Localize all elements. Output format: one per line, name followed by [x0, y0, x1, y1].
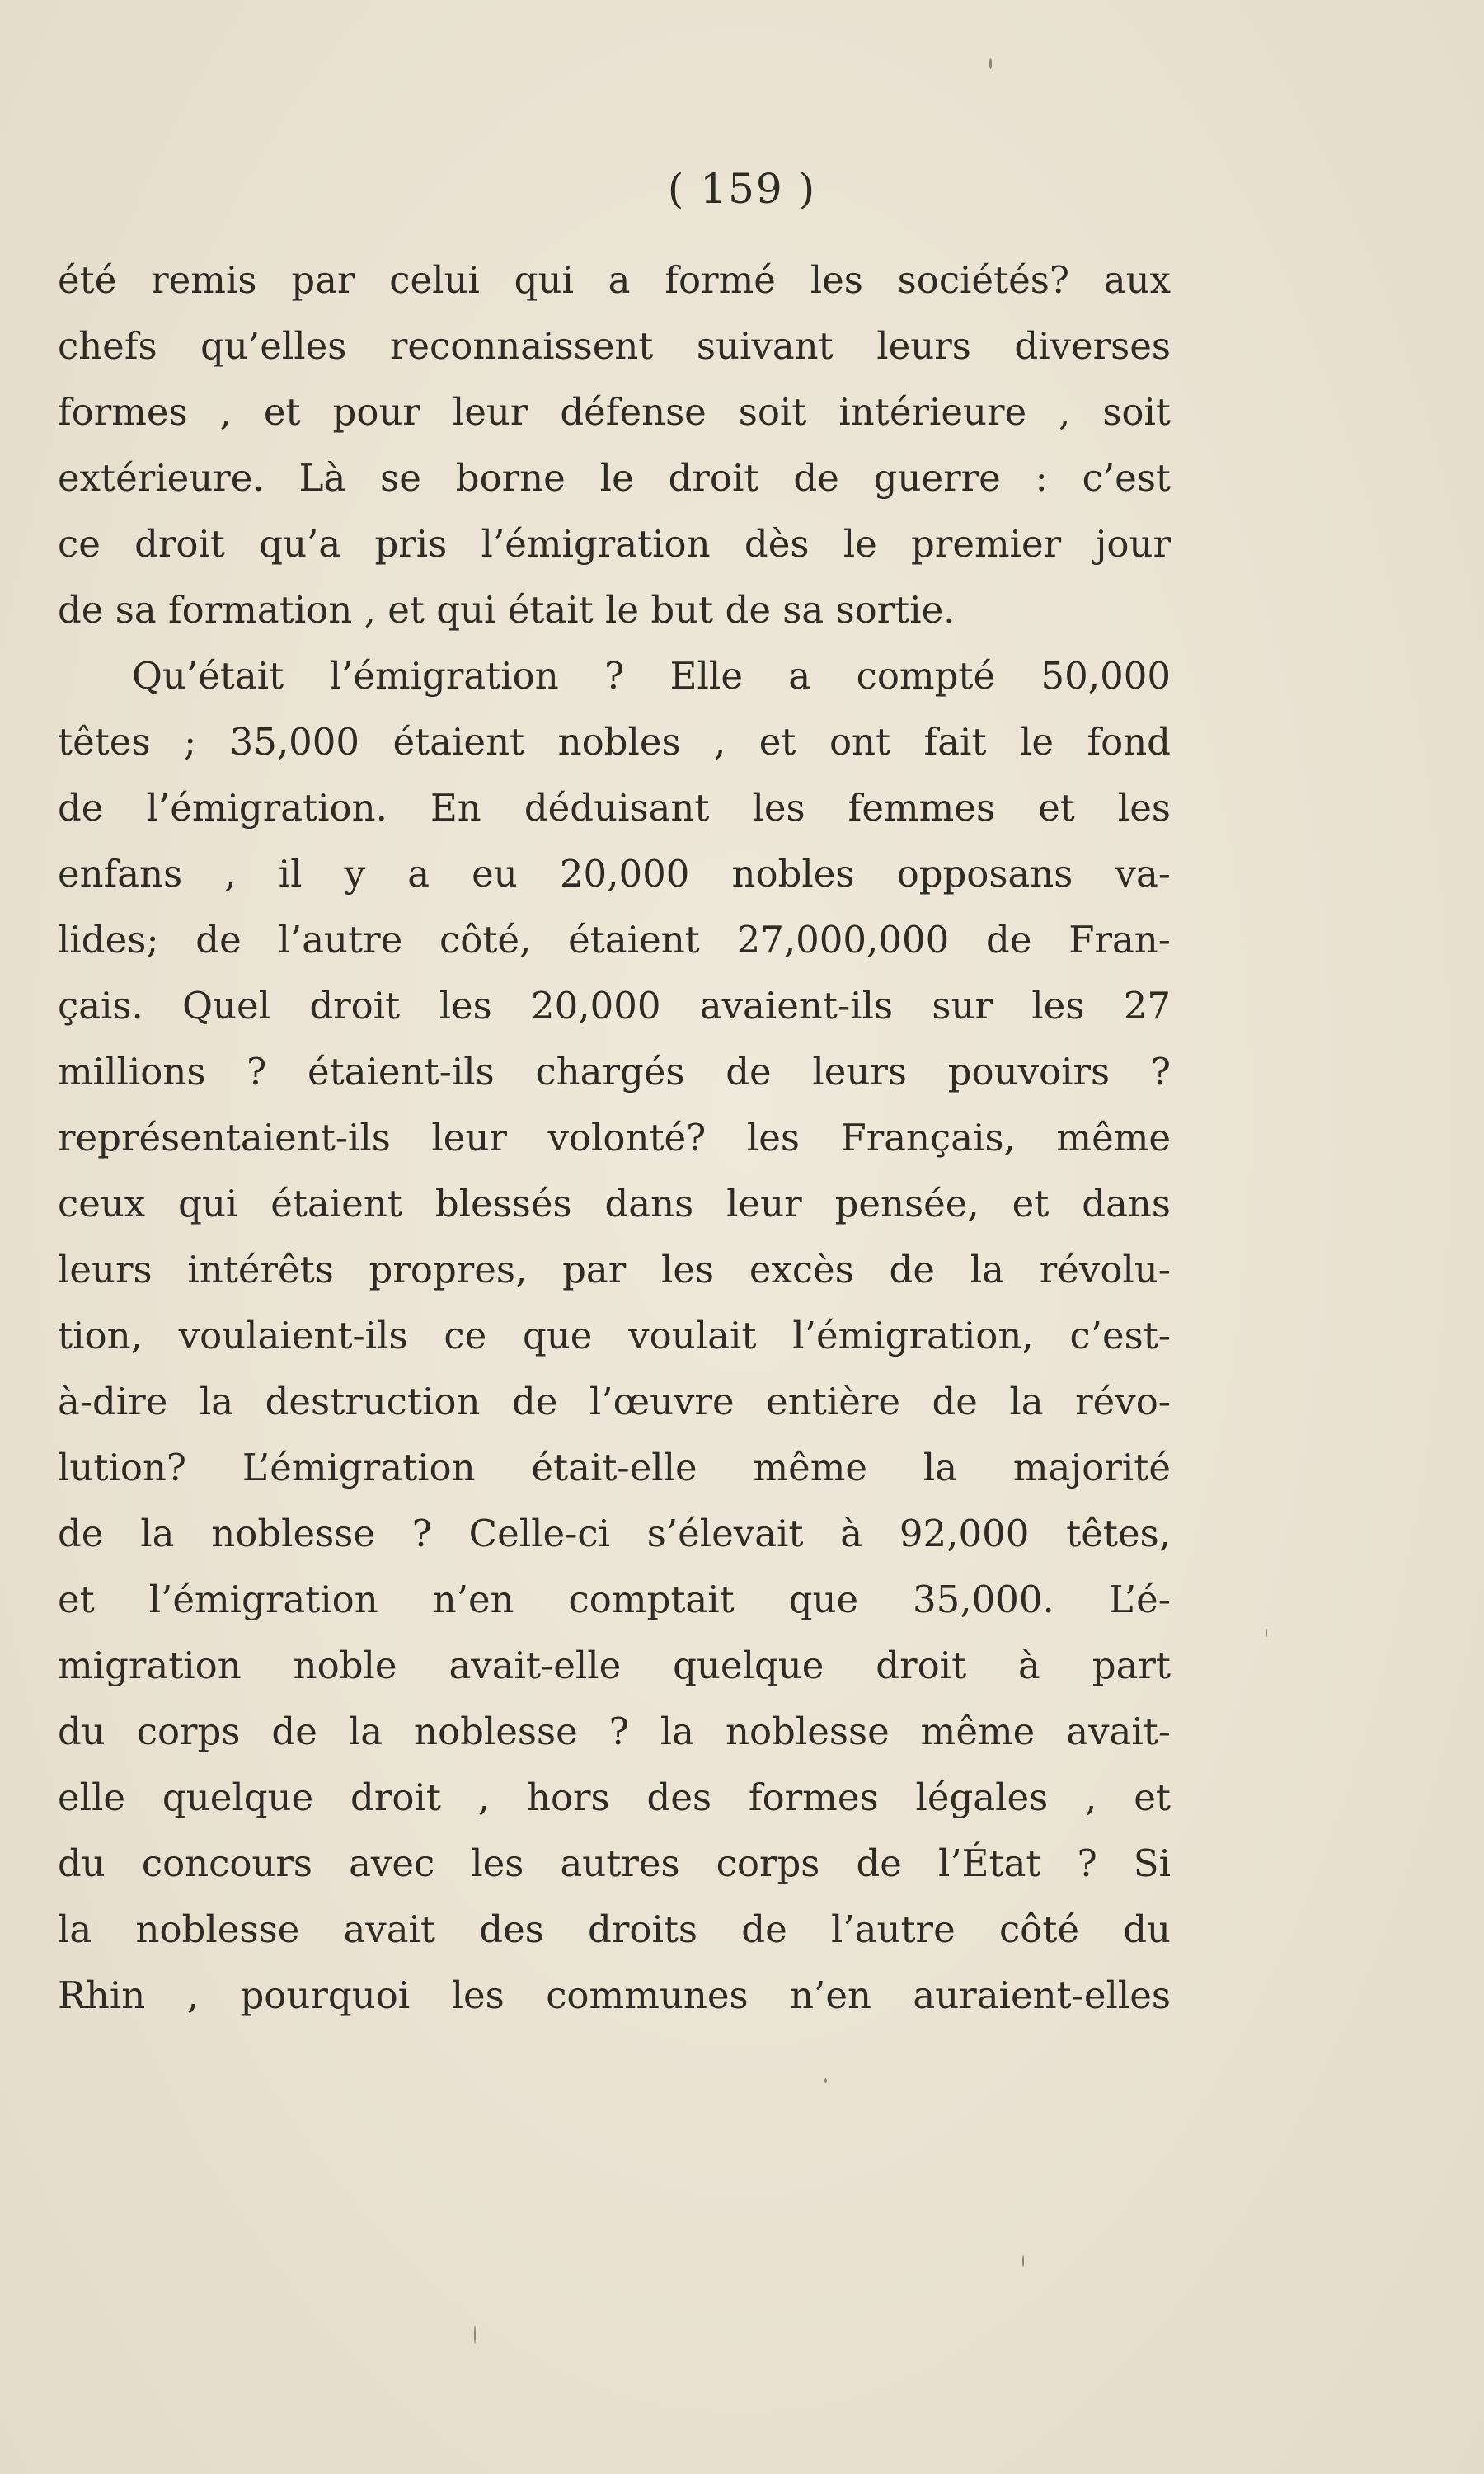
- text-line: formes , et pour leur défense soit intérieure , soit: [58, 390, 1171, 434]
- text-line: çais. Quel droit les 20,000 avaient-ils sur les 27: [58, 984, 1171, 1028]
- paper-speck: [824, 2078, 827, 2083]
- body-text: [58, 247, 1171, 2029]
- paper-speck: [1266, 1629, 1267, 1637]
- text-line: Rhin , pourquoi les communes n’en auraient-elles: [58, 1973, 1171, 2017]
- text-line: ceux qui étaient blessés dans leur pensée, et dans: [58, 1182, 1171, 1225]
- text-line: été remis par celui qui a formé les sociétés? aux: [58, 258, 1171, 302]
- paper-speck: [474, 2326, 476, 2344]
- text-line: du concours avec les autres corps de l’État ? Si: [58, 1841, 1171, 1885]
- text-line: lution? L’émigration était-elle même la majorité: [58, 1446, 1171, 1489]
- text-line: extérieure. Là se borne le droit de guerre : c’est: [58, 456, 1171, 500]
- text-line: représentaient-ils leur volonté? les Français, même: [58, 1116, 1171, 1159]
- paper-speck: [1022, 2255, 1024, 2267]
- text-line: chefs qu’elles reconnaissent suivant leurs diverses: [58, 324, 1171, 368]
- text-line: leurs intérêts propres, par les excès de la révolu-: [58, 1248, 1171, 1291]
- text-line: de la noblesse ? Celle-ci s’élevait à 92,000 têtes,: [58, 1512, 1171, 1555]
- text-line: de sa formation , et qui était le but de sa sortie.: [58, 588, 956, 632]
- text-line: ce droit qu’a pris l’émigration dès le premier jour: [58, 522, 1171, 566]
- text-line: de l’émigration. En déduisant les femmes et les: [58, 786, 1171, 830]
- text-line: tion, voulaient-ils ce que voulait l’émigration, c’est-: [58, 1314, 1171, 1357]
- page-number: ( 159 ): [667, 165, 817, 213]
- text-line: elle quelque droit , hors des formes légales , et: [58, 1776, 1171, 1819]
- text-line: à-dire la destruction de l’œuvre entière de la révo-: [58, 1380, 1171, 1423]
- text-line: enfans , il y a eu 20,000 nobles opposans va-: [58, 852, 1171, 896]
- text-line: Qu’était l’émigration ? Elle a compté 50,000: [132, 654, 1171, 698]
- text-line: et l’émigration n’en comptait que 35,000. L’é-: [58, 1578, 1171, 1621]
- text-line: la noblesse avait des droits de l’autre côté du: [58, 1907, 1171, 1951]
- text-line: millions ? étaient-ils chargés de leurs pouvoirs ?: [58, 1050, 1171, 1094]
- text-line: lides; de l’autre côté, étaient 27,000,000 de Fran-: [58, 918, 1171, 962]
- paper-speck: [989, 58, 992, 69]
- text-line: du corps de la noblesse ? la noblesse même avait-: [58, 1710, 1171, 1753]
- text-line: migration noble avait-elle quelque droit à part: [58, 1644, 1171, 1687]
- text-line: têtes ; 35,000 étaient nobles , et ont fait le fond: [58, 720, 1171, 764]
